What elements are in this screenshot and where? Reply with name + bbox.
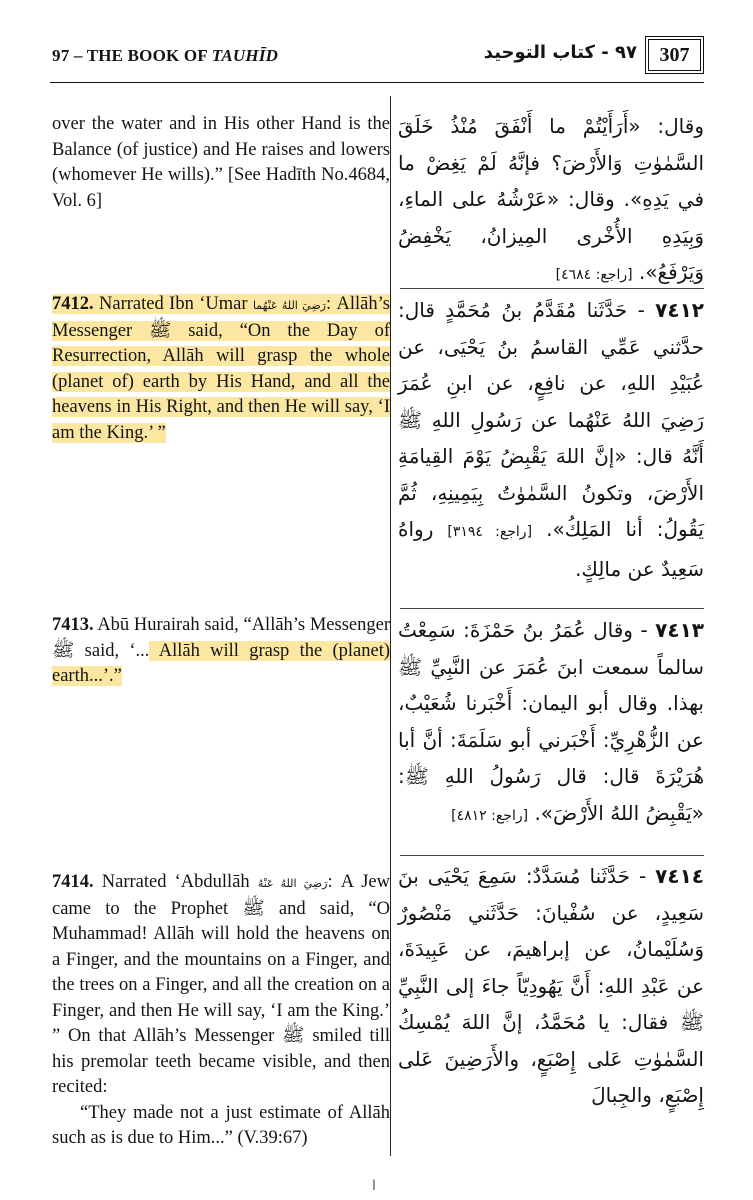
arabic-para-1 xyxy=(398,108,704,294)
arabic-text: - وقال عُمَرُ بنُ حَمْزَةَ: سَمِعْتُ سالماً سمعت ابنَ عُمَرَ عن النَّبِيِّ ﷺ بهذا. وقال أبو اليمان: أَخْبَرنا شُعَيْبٌ، عن الزُّهْرِيِّ: أَخْبَرني أبو سَلَمَةَ: أنَّ أبا هُرَيْرَةَ قال: قال رَسُولُ اللهِ ﷺ: «يَقْبِضُ اللهُ الأَرْضَ». xyxy=(398,618,704,825)
running-title-prefix: 97 – THE BOOK OF xyxy=(52,46,212,65)
arabic-text: وقال: «أَرَأَيْتُمْ ما أَنْفَقَ مُنْذُ خَلَقَ السَّمٰوٰتِ وَالأَرْضَ؟ فإنَّهُ لَمْ يَغِضْ ما في يَدِهِ». وقال: «عَرْشُهُ على الماءِ، وَبِيَدِهِ الأُخْرى المِيزانُ، يَخْفِضُ وَيَرْفَعُ». xyxy=(398,114,704,284)
hadith-text-a: Abū Hurairah said, “Allāh’s Messenger ﷺ said, ‘... xyxy=(52,615,390,661)
arabic-reference: [راجع: ٤٦٨٤] xyxy=(555,267,633,283)
arabic-section-rule xyxy=(400,608,704,609)
arabic-hadith-number: ٧٤١٢ xyxy=(655,298,704,322)
hadith-number: 7412. xyxy=(52,294,94,314)
footer-mark: ا xyxy=(372,1178,376,1194)
hadith-7413-text xyxy=(52,613,390,690)
hadith-7413-english xyxy=(52,613,390,690)
running-title-arabic: ٩٧ - كتاب التوحيد xyxy=(483,42,637,63)
arabic-text-tail: رواهُ سَعِيدٌ عن مالِكٍ. xyxy=(398,517,704,581)
hadith-number: 7414. xyxy=(52,872,94,892)
page-header xyxy=(0,0,753,90)
running-title-emph: TAUHĪD xyxy=(211,46,279,65)
hadith-7414-text xyxy=(52,870,390,1101)
arabic-text: - حَدَّثَنا مُسَدَّدٌ: سَمِعَ يَحْيَى بنَ سَعِيدٍ، عن سُفْيانَ: حَدَّثَني مَنْصُورٌ وَسُلَيْمانُ، عن إبراهيمَ، عن عَبِيدَةَ، عن عَبْدِ اللهِ: أَنَّ يَهُودِيّاً جاءَ إلى النَّبِيِّ ﷺ فقال: يا مُحَمَّدُ، إنَّ اللهَ يُمْسِكُ السَّمٰوٰتِ عَلى إِصْبَعٍ، والأَرَضِينَ عَلى إِصْبَعٍ، والجِبالَ xyxy=(398,864,704,1107)
arabic-text: - حَدَّثَنا مُقَدَّمُ بنُ مُحَمَّدٍ قال: حدَّثني عَمِّي القاسمُ بنُ يَحْيَى، عن عُبَيْدِ اللهِ، عن نافِعٍ، عن ابنِ عُمَرَ رَضِيَ اللهُ عَنْهُما عن رَسُولِ اللهِ ﷺ أَنَّهُ قال: «إنَّ اللهَ يَقْبِضُ يَوْمَ القِيامَةِ الأَرْضَ، وتكونُ السَّمٰوٰتُ بِيَمِينِهِ، ثُمَّ يَقُولُ: أنا المَلِكُ». xyxy=(398,298,705,541)
hadith-text-b: : Allāh’s Messenger ﷺ said, “On the Day of Resurrection, Allāh will grasp the whole (planet of) earth by His Hand, and all the heavens in His Right, and then He will say, ‘I am the King.’ ” xyxy=(52,294,390,443)
arabic-hadith-number: ٧٤١٤ xyxy=(655,864,704,888)
arabic-para-2 xyxy=(398,292,704,587)
hadith-7414-english xyxy=(52,870,390,1152)
honorific-arabic: رَضِيَ اللهُ عَنْهُما xyxy=(252,299,326,312)
arabic-section-rule xyxy=(400,855,704,856)
continuation-text: over the water and in His other Hand is the Balance (of justice) and He raises and lowers (whomever He wills).” [See Hadīth No.4684, Vol. 6] xyxy=(52,114,390,211)
hadith-text-a: Narrated ‘Abdullāh xyxy=(93,872,258,892)
arabic-hadith-number: ٧٤١٣ xyxy=(655,618,704,642)
arabic-reference: [راجع: ٤٨١٢] xyxy=(451,807,529,824)
header-rule xyxy=(50,82,704,83)
page-number: 307 xyxy=(648,39,701,71)
english-continuation xyxy=(52,112,390,214)
arabic-continuation xyxy=(398,108,704,294)
hadith-7413-arabic xyxy=(398,612,704,834)
hadith-7414-arabic xyxy=(398,858,704,1114)
hadith-7412-english xyxy=(52,292,390,446)
arabic-section-rule xyxy=(400,288,704,289)
hadith-7412-text xyxy=(52,292,390,446)
arabic-reference: [راجع: ٣١٩٤] xyxy=(447,524,533,540)
hadith-text-b: : A Jew came to the Prophet ﷺ and said, “O Muhammad! Allāh will hold the heavens on a Finger, and the mountains on a Finger, and the trees on a Finger, and all the creation on a Finger, and then He will say, ‘I am the King.’ ” On that Allāh’s Messenger ﷺ smiled till his premolar teeth became visible, and then recited: xyxy=(52,872,391,1097)
honorific-arabic: رَضِيَ اللهُ عَنْهُ xyxy=(257,877,328,890)
running-title-english xyxy=(52,46,278,66)
arabic-para-3 xyxy=(398,612,704,834)
hadith-number: 7413. xyxy=(52,615,94,635)
highlight-7413: Allāh will grasp the (planet) earth...’.” xyxy=(52,640,391,686)
quran-quote: “They made not a just estimate of Allāh such as is due to Him...” (V.39:67) xyxy=(52,1102,390,1148)
hadith-7412-arabic xyxy=(398,292,704,587)
hadith-text-a: Narrated Ibn ‘Umar xyxy=(93,294,253,314)
highlight-7412 xyxy=(52,294,390,443)
arabic-para-4 xyxy=(398,858,704,1114)
column-divider xyxy=(390,96,391,1156)
